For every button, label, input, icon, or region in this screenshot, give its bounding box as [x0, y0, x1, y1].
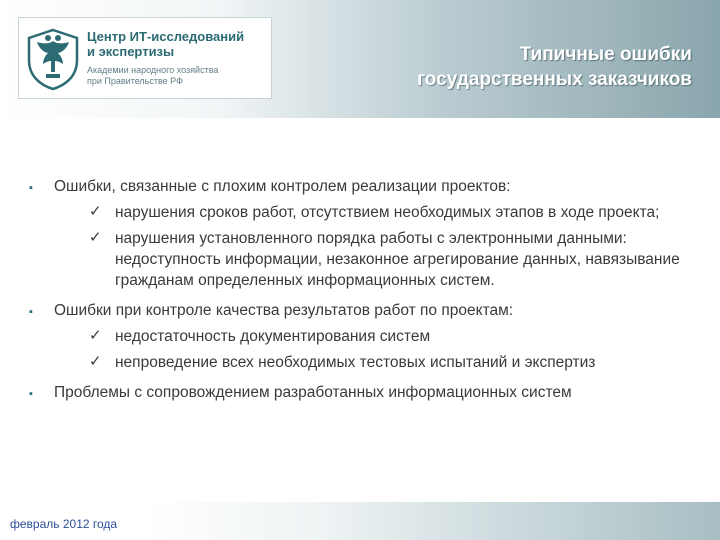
sub-list-item-text: непроведение всех необходимых тестовых испытаний и экспертиз [115, 354, 596, 371]
list-item-text: Ошибки при контроле качества результатов работ по проектам: [54, 302, 514, 319]
slide-title [417, 42, 692, 92]
slide-title-line2: государственных заказчиков [417, 69, 692, 90]
eagle-emblem-icon [24, 26, 82, 92]
square-bullet-icon: ▪ [29, 388, 33, 400]
sub-list-item [54, 352, 698, 373]
list-item [28, 382, 698, 403]
logo-name-line1: Центр ИТ-исследований [87, 29, 245, 44]
checkmark-icon: ✓ [89, 327, 102, 344]
list-item [28, 176, 698, 291]
square-bullet-icon: ▪ [29, 306, 33, 318]
list-item-text: Ошибки, связанные с плохим контролем реализации проектов: [54, 178, 511, 195]
square-bullet-icon: ▪ [29, 182, 33, 194]
logo [18, 17, 272, 99]
logo-name-line2: и экспертизы [87, 44, 175, 59]
footer-date: февраль 2012 года [10, 517, 118, 531]
sub-list-item-text: недостаточность документирования систем [115, 328, 431, 345]
list-item-text: Проблемы с сопровождением разработанных информационных систем [54, 384, 572, 401]
sub-list-item [54, 228, 698, 291]
checkmark-icon: ✓ [89, 353, 102, 370]
checkmark-icon: ✓ [89, 229, 102, 246]
list-item [28, 300, 698, 373]
content-list [28, 176, 698, 412]
slide-title-line1: Типичные ошибки [519, 44, 692, 65]
logo-sub-line2: при Правительстве РФ [87, 76, 183, 86]
sub-list-item [54, 202, 698, 223]
sub-list-item [54, 326, 698, 347]
sub-list-item-text: нарушения сроков работ, отсутствием необходимых этапов в ходе проекта; [115, 204, 660, 221]
checkmark-icon: ✓ [89, 203, 102, 220]
sub-list-item-text: нарушения установленного порядка работы с электронными данными: недоступность информации, незаконное агрегирование данных, навязывание гражданам определенных информационных систем. [115, 230, 680, 289]
logo-sub-line1: Академии народного хозяйства [87, 65, 219, 75]
